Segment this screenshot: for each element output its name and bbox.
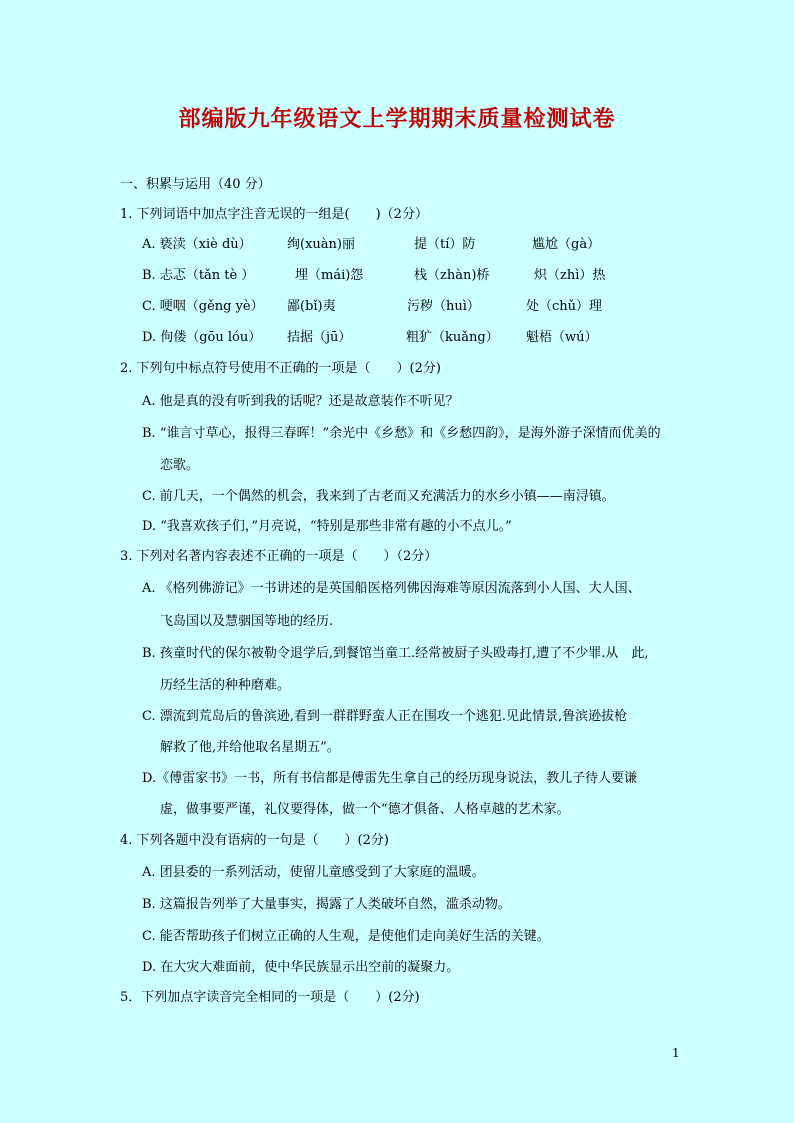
q3-option-a-cont: 飞岛国以及慧骃国等地的经历. (160, 614, 334, 629)
q1-option-c (142, 298, 662, 316)
q4-option-c: C. 能否帮助孩子们树立正确的人生观，是使他们走向美好生活的关键。 (142, 929, 550, 944)
q2-option-b: B. “谁言寸草心，报得三春晖！”余光中《乡愁》和《乡愁四韵》，是海外游子深情而优美的 (142, 426, 661, 441)
q4-option-d: D. 在大灾大难面前，使中华民族显示出空前的凝聚力。 (142, 960, 460, 975)
q1-b-item-4: 炽（zhì）热 (534, 268, 606, 283)
q3-option-c: C. 漂流到荒岛后的鲁滨逊,看到一群群野蛮人正在围攻一个逃犯.见此情景,鲁滨逊拔枪 (142, 709, 628, 724)
q1-option-a (142, 236, 662, 254)
page-title: 部编版九年级语文上学期期末质量检测试卷 (178, 106, 616, 132)
q3-option-d: D.《傅雷家书》一书，所有书信都是傅雷先生拿自己的经历现身说法，教儿子待人要谦 (142, 771, 638, 786)
q4-option-a: A. 团县委的一系列活动，使留儿童感受到了大家庭的温暖。 (142, 865, 485, 880)
q1-d-item-1: D. 佝偻（gōu lóu） (142, 330, 262, 345)
q1-b-item-1: B. 忐忑（tǎn tè ） (142, 268, 255, 283)
q2-option-c: C. 前几天，一个偶然的机会，我来到了古老而又充满活力的水乡小镇——南浔镇。 (142, 489, 615, 504)
q1-a-item-4: 尴尬（gà） (532, 237, 601, 252)
q1-d-item-4: 魁梧（wú） (526, 330, 598, 345)
q3-option-a: A. 《格列佛游记》一书讲述的是英国船医格列佛因海难等原因流落到小人国、大人国、 (142, 581, 641, 596)
q1-option-d (142, 329, 662, 347)
q3-option-d-cont: 虚，做事要严谨，礼仪要得体，做一个“德才俱备、人格卓越的艺术家。 (160, 802, 570, 817)
q1-c-item-2: 鄙(bǐ)夷 (287, 299, 336, 314)
q1-c-item-1: C. 哽咽（gěng yè） (142, 299, 264, 314)
q1-d-item-2: 拮据（jū） (287, 330, 352, 345)
question-3-stem: 3. 下列对名著内容表述不正确的一项是（ ）（2分） (120, 549, 438, 564)
section-heading: 一、积累与运用（40 分） (120, 177, 271, 192)
q1-b-item-2: 埋（mái)怨 (295, 268, 364, 283)
q1-c-item-4: 处（chǔ）理 (526, 299, 603, 314)
q3-option-c-cont: 解救了他,并给他取名星期五”。 (160, 740, 340, 755)
q1-a-item-1: A. 亵渎（xiè dù） (142, 237, 252, 252)
q1-c-item-3: 污秽（huì） (407, 299, 480, 314)
q3-option-b-cont: 历经生活的种种磨难。 (160, 678, 291, 693)
question-1-stem: 1. 下列词语中加点字注音无误的一组是( )（2分） (120, 207, 428, 222)
q1-option-b (142, 267, 662, 285)
page-number: 1 (672, 1046, 680, 1060)
q2-option-a: A. 他是真的没有听到我的话呢？还是故意装作不听见？ (142, 394, 459, 409)
question-2-stem: 2. 下列句中标点符号使用不正确的一项是（ ）(2分) (120, 361, 441, 376)
question-4-stem: 4. 下列各题中没有语病的一句是（ ）(2分) (120, 833, 389, 848)
q1-d-item-3: 粗犷（kuǎng） (406, 330, 499, 345)
question-5-stem: 5．下列加点字读音完全相同的一项是（ ）(2分) (120, 990, 420, 1005)
q2-option-d: D. “我喜欢孩子们，”月亮说，“特别是那些非常有趣的小不点儿。” (142, 519, 512, 534)
q1-a-item-3: 提（tí）防 (414, 237, 476, 252)
q4-option-b: B. 这篇报告列举了大量事实，揭露了人类破坏自然，滥杀动物。 (142, 897, 511, 912)
q1-b-item-3: 栈（zhàn)桥 (414, 268, 490, 283)
q2-option-b-cont: 恋歌。 (160, 458, 200, 473)
q3-option-b: B. 孩童时代的保尔被勒令退学后,到餐馆当童工.经常被厨子头殴毒打,遭了不少罪.从 此, (142, 646, 649, 661)
q1-a-item-2: 绚(xuàn)丽 (287, 237, 355, 252)
